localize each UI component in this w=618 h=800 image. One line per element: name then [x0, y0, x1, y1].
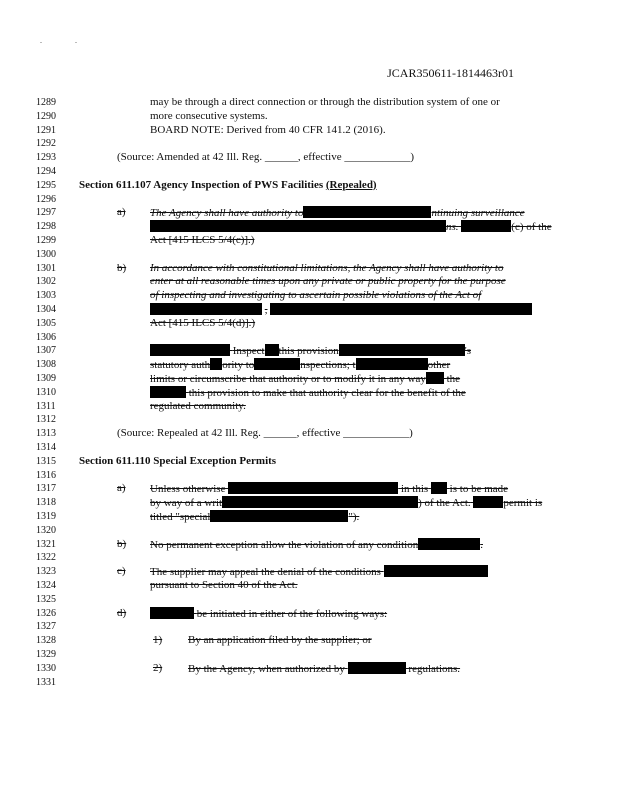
line-segment: ntinuing surveillance — [431, 207, 525, 220]
line-segment: or circumscribe that authority or to modify it in any way — [177, 373, 426, 385]
redaction-box — [222, 496, 418, 508]
line-number: 1326 — [36, 607, 56, 619]
line-segment: by way of a writ — [150, 497, 223, 510]
line-text — [150, 565, 488, 580]
redaction-box — [348, 662, 406, 674]
line-text: Act [415 ILCS 5/4(c)].) — [150, 234, 255, 246]
line-number: 1329 — [36, 649, 56, 660]
line-segment: The Agency shall have authority to — [150, 207, 304, 220]
line-1297 — [0, 206, 618, 220]
line-1315 — [0, 455, 618, 469]
line-segment: is to be made — [449, 483, 509, 496]
redaction-box — [473, 496, 503, 508]
scan-speck — [40, 42, 42, 43]
line-text — [150, 358, 450, 373]
repealed-tag: (Repealed) — [325, 178, 377, 191]
line-1325 — [0, 593, 618, 607]
line-1312 — [0, 413, 618, 427]
redaction-box — [356, 358, 428, 370]
line-text: of inspecting and investigating to ascertain possible violations of the Act of — [150, 289, 482, 302]
line-segment: in this — [400, 483, 429, 496]
line-segment: the — [446, 373, 461, 385]
line-1326 — [0, 607, 618, 621]
redaction-box — [426, 372, 444, 384]
line-1322 — [0, 551, 618, 565]
line-1290 — [0, 110, 618, 124]
line-1305 — [0, 317, 618, 331]
line-text — [150, 607, 387, 622]
line-1304 — [0, 303, 618, 317]
subsection-label: a) — [117, 482, 126, 495]
redaction-box — [150, 220, 446, 232]
line-number: 1328 — [36, 635, 56, 647]
line-number: 1310 — [36, 386, 56, 398]
line-1316 — [0, 469, 618, 483]
line-number: 1331 — [36, 676, 56, 688]
line-segment: No permanent exception allow the violation of any condition — [150, 538, 419, 551]
line-text — [150, 372, 460, 387]
line-number: 1318 — [36, 497, 56, 509]
section-heading: Section 611.110 Special Exception Permits — [79, 454, 277, 467]
line-number: 1297 — [36, 207, 56, 219]
line-number: 1311 — [36, 400, 56, 412]
line-1292 — [0, 137, 618, 151]
line-text — [150, 386, 466, 401]
section-heading-text: Section 611.107 Agency Inspection of PWS Facilities — [79, 178, 326, 191]
redaction-box — [210, 510, 348, 522]
line-text: No permanent exception allow the violation of any condition . — [150, 538, 483, 551]
line-segment: regulations. — [408, 662, 461, 675]
line-segment: nspections; t — [300, 359, 356, 372]
line-text: regulated community. — [150, 399, 246, 412]
line-segment: this provision to make that authority clear for the benefit of the — [188, 386, 466, 399]
source-note: (Source: Amended at 42 Ill. Reg. ______, effective ____________) — [117, 151, 415, 164]
line-segment: other — [427, 359, 451, 372]
line-number: 1309 — [36, 373, 56, 384]
line-1296 — [0, 193, 618, 207]
line-1293 — [0, 151, 618, 165]
line-1301 — [0, 262, 618, 276]
line-segment: this provision — [278, 345, 339, 358]
line-number: 1317 — [36, 483, 56, 495]
line-segment: Inspect — [232, 345, 265, 358]
line-1294 — [0, 165, 618, 179]
subsection-label: 1) — [153, 634, 163, 647]
line-1289 — [0, 96, 618, 110]
line-segment: "). — [348, 511, 360, 523]
line-text: may be through a direct connection or through the distribution system of one or — [150, 96, 500, 108]
line-number: 1292 — [36, 138, 56, 150]
redaction-box — [150, 607, 194, 619]
subsection-label: b) — [117, 537, 127, 550]
line-text: BOARD NOTE: Derived from 40 CFR 141.2 (2016). — [150, 123, 386, 136]
line-number: 1308 — [36, 359, 56, 371]
line-segment: ns. — [446, 221, 459, 234]
line-1311 — [0, 400, 618, 414]
line-number: 1316 — [36, 469, 56, 481]
line-text — [150, 482, 508, 497]
line-number: 1307 — [36, 345, 56, 357]
line-number: 1306 — [36, 331, 56, 343]
line-segment: 's — [464, 345, 471, 358]
line-1291 — [0, 124, 618, 138]
line-1318 — [0, 496, 618, 510]
redaction-box — [150, 344, 230, 356]
line-number: 1290 — [36, 110, 56, 122]
redaction-box — [339, 344, 465, 356]
line-number: 1314 — [36, 442, 56, 453]
line-1314 — [0, 441, 618, 455]
line-1303 — [0, 289, 618, 303]
line-number: 1300 — [36, 248, 56, 260]
line-segment: titled "special — [150, 511, 211, 523]
line-number: 1319 — [36, 511, 56, 522]
redaction-box — [303, 206, 431, 218]
line-1309 — [0, 372, 618, 386]
line-1300 — [0, 248, 618, 262]
line-number: 1315 — [36, 455, 56, 467]
line-number: 1294 — [36, 166, 56, 177]
line-1329 — [0, 648, 618, 662]
line-number: 1289 — [36, 97, 56, 108]
line-number: 1330 — [36, 662, 56, 674]
line-text: In accordance with constitutional limitations, the Agency shall have authority to — [150, 261, 504, 274]
line-number: 1323 — [36, 566, 56, 578]
subsection-label: b) — [117, 261, 127, 274]
line-1319 — [0, 510, 618, 524]
source-note: (Source: Repealed at 42 Ill. Reg. ______, effective ____________) — [117, 427, 413, 440]
line-text — [150, 206, 525, 221]
scan-speck — [75, 42, 77, 43]
redaction-box — [431, 482, 447, 494]
line-text — [150, 344, 471, 359]
line-number: 1299 — [36, 235, 56, 246]
line-number: 1324 — [36, 580, 56, 591]
subsection-label: 2) — [153, 661, 163, 674]
line-number: 1301 — [36, 262, 56, 274]
line-number: 1325 — [36, 593, 56, 605]
line-number: 1305 — [36, 317, 56, 329]
line-1323 — [0, 565, 618, 579]
line-segment: statutory auth — [150, 359, 211, 372]
line-segment: (c) of the — [511, 221, 552, 234]
line-segment: By the Agency, when authorized by — [188, 662, 345, 675]
line-1313 — [0, 427, 618, 441]
line-number: 1295 — [36, 179, 56, 191]
redaction-box — [150, 386, 186, 398]
section-heading — [79, 179, 377, 193]
line-1307 — [0, 344, 618, 358]
line-text: enter at all reasonable times upon any private or public property for the purpose — [150, 275, 506, 288]
line-number: 1296 — [36, 193, 56, 205]
line-number: 1322 — [36, 552, 56, 564]
line-number: 1327 — [36, 621, 56, 633]
line-number: 1303 — [36, 290, 56, 302]
line-1317 — [0, 482, 618, 496]
line-1306 — [0, 331, 618, 345]
subsection-label: c) — [117, 565, 126, 578]
line-text — [188, 662, 460, 677]
subsection-label: d) — [117, 606, 127, 619]
line-number: 1304 — [36, 304, 56, 315]
line-number: 1293 — [36, 152, 56, 164]
line-1327 — [0, 620, 618, 634]
line-1331 — [0, 676, 618, 690]
line-1321 — [0, 538, 618, 552]
line-text: , — [150, 303, 532, 318]
line-1330 — [0, 662, 618, 676]
redaction-box — [265, 344, 279, 356]
line-number: 1321 — [36, 538, 56, 550]
line-1320 — [0, 524, 618, 538]
line-1324 — [0, 579, 618, 593]
redaction-box — [210, 358, 222, 370]
redaction-box — [150, 303, 262, 315]
line-text: more consecutive systems. — [150, 109, 268, 122]
line-text: Act [415 ILCS 5/4(d)].) — [150, 316, 256, 329]
redaction-box — [228, 482, 398, 494]
line-number: 1312 — [36, 414, 56, 426]
line-1299 — [0, 234, 618, 248]
line-text — [150, 220, 552, 235]
line-segment: permit is — [503, 497, 543, 510]
line-1295 — [0, 179, 618, 193]
redaction-box — [270, 303, 532, 315]
line-segment: Unless otherwise — [150, 483, 226, 496]
line-text: By an application filed by the supplier; or — [188, 634, 372, 647]
redaction-box — [418, 538, 480, 550]
line-segment: ) of the Act. — [418, 497, 471, 510]
line-number: 1298 — [36, 221, 56, 233]
redaction-box — [254, 358, 300, 370]
line-text — [150, 510, 359, 525]
subsection-label: a) — [117, 206, 126, 219]
line-number: 1291 — [36, 124, 56, 136]
line-segment: be initiated in either of the following ways: — [196, 607, 388, 620]
line-number: 1313 — [36, 428, 56, 440]
line-1298 — [0, 220, 618, 234]
redaction-box — [384, 565, 488, 577]
line-segment: ority to — [222, 359, 255, 372]
document-id: JCAR350611-1814463r01 — [387, 66, 514, 80]
line-text: pursuant to Section 40 of the Act. — [150, 579, 298, 591]
line-1302 — [0, 275, 618, 289]
line-number: 1302 — [36, 276, 56, 288]
line-1328 — [0, 634, 618, 648]
line-segment: The supplier may appeal the denial of the conditions — [150, 566, 381, 579]
line-1310 — [0, 386, 618, 400]
line-text — [150, 496, 542, 511]
line-segment: limits — [150, 373, 176, 385]
redaction-box — [461, 220, 511, 232]
line-1308 — [0, 358, 618, 372]
line-number: 1320 — [36, 524, 56, 536]
